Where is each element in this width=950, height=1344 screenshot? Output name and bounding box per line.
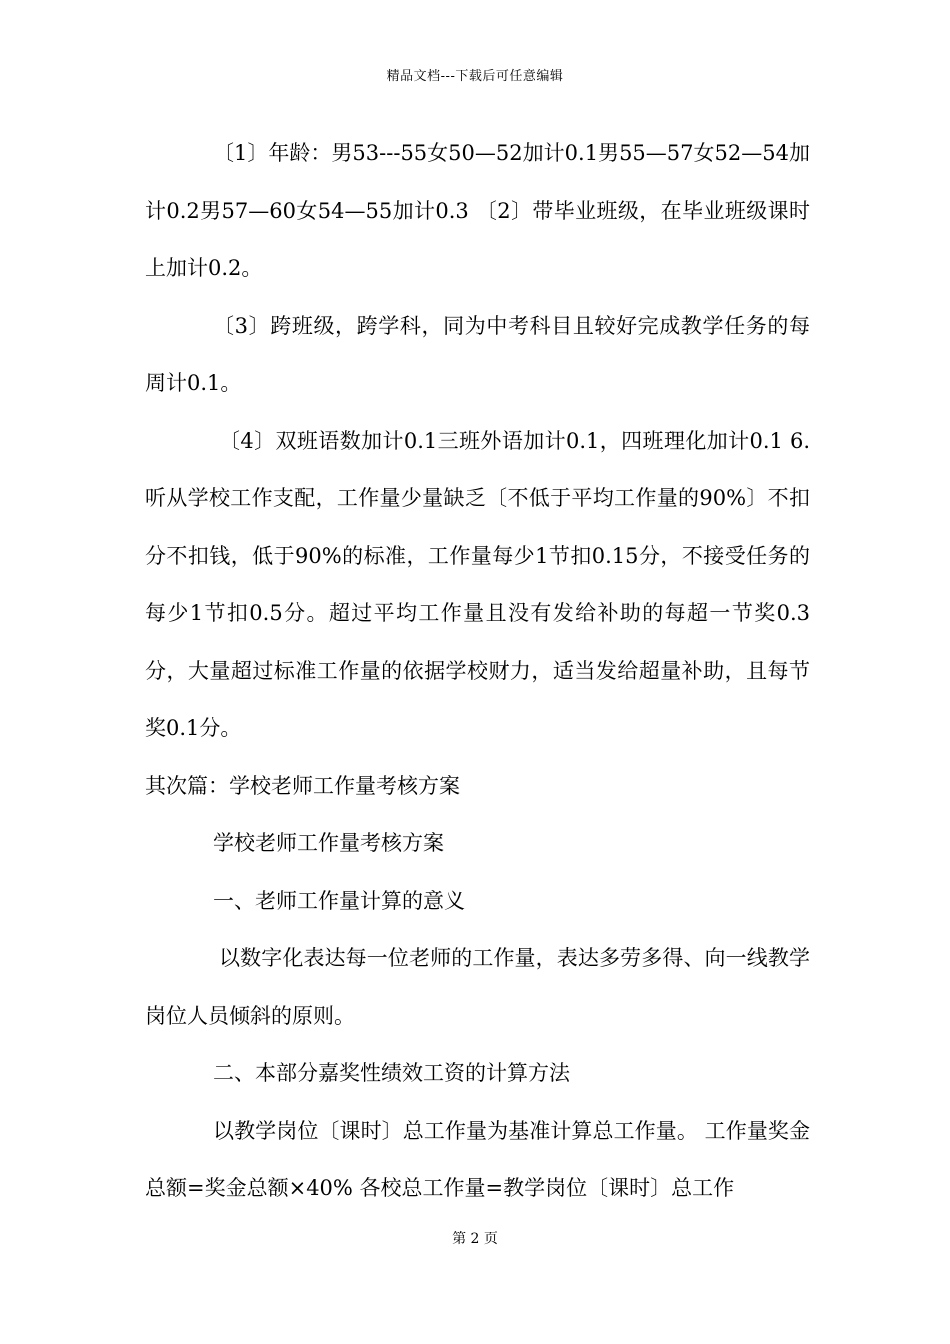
document-body — [145, 125, 810, 1218]
subheading-significance: 一、老师工作量计算的意义 — [213, 888, 465, 913]
paragraph-multi-class: 〔4〕双班语数加计0.1三班外语加计0.1，四班理化加计0.1 6. 听从学校工作支配，工作量少量缺乏〔不低于平均工作量的90%〕不扣分不扣钱，低于90%的标准，工作量每少1节扣0.15分，不接受任务的每少1节扣0.5分。超过平均工作量且没有发给补助的每超一节奖0.3分，大量超过标准工作量的依据学校财力，适当发给超量补助，且每节奖0.1分。 — [145, 428, 810, 740]
section-heading: 其次篇：学校老师工作量考核方案 — [145, 773, 460, 798]
paragraph-significance: 以数字化表达每一位老师的工作量，表达多劳多得、向一线教学岗位人员倾斜的原则。 — [145, 946, 810, 1028]
paragraph-calculation: 以教学岗位〔课时〕总工作量为基准计算总工作量。 工作量奖金总额=奖金总额×40% 各校总工作量=教学岗位〔课时〕总工作 — [145, 1118, 810, 1200]
subheading-calculation: 二、本部分嘉奖性绩效工资的计算方法 — [213, 1061, 570, 1085]
paragraph-cross-class: 〔3〕跨班级，跨学科，同为中考科目且较好完成教学任务的每周计0.1。 — [145, 313, 810, 395]
page-header: 精品文档---下载后可任意编辑 — [386, 69, 564, 84]
page-number: 第 2 页 — [452, 1231, 498, 1247]
paragraph-age-bonus: 〔1〕年龄：男53---55女50—52加计0.1男55—57女52—54加计0.2男57—60女54—55加计0.3 〔2〕带毕业班级，在毕业班级课时上加计0.2。 — [145, 141, 810, 280]
document-title: 学校老师工作量考核方案 — [213, 831, 444, 855]
